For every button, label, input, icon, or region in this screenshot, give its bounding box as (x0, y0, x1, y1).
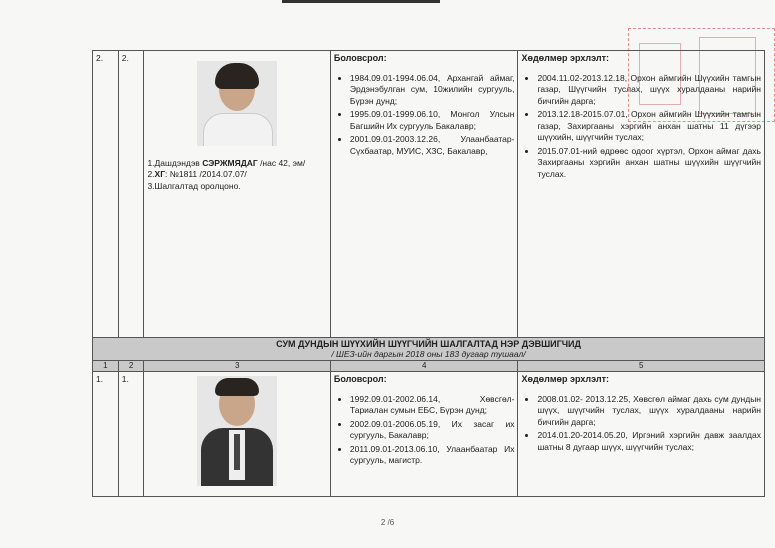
candidate-photo (197, 61, 277, 146)
header-rule (282, 0, 440, 3)
education-cell (330, 51, 518, 338)
candidate-info (147, 158, 326, 192)
work-heading: Хөдөлмөр эрхлэлт: (521, 374, 609, 384)
section-header (93, 338, 765, 361)
list-item: • 2002.09.01-2006.05.19, Их засаг их сургууль, Бакалавр; (350, 419, 515, 442)
page-number: 2 /6 (380, 518, 395, 527)
column-number: 5 (518, 361, 765, 372)
education-heading: Боловсрол: (333, 53, 387, 63)
candidate-status: 3.Шалгалтад оролцоно. (147, 180, 241, 191)
row-number-1: 2. (93, 51, 119, 338)
work-heading: Хөдөлмөр эрхлэлт: (521, 53, 609, 63)
section-title: СУМ ДУНДЫН ШҮҮХИЙН ШҮҮГЧИЙН ШАЛГАЛТАД НЭР ДЭВШИГЧИД (276, 339, 581, 349)
education-heading: Боловсрол: (333, 374, 387, 384)
work-list (521, 394, 761, 453)
candidate-name: 1.Дашдэндэв СЭРЖМЯДАГ /нас 42, эм/ (147, 158, 306, 168)
candidate-cell (144, 51, 330, 338)
row-number-2: 2. (118, 51, 144, 338)
work-cell (518, 372, 765, 497)
list-item: • 2011.09.01-2013.06.10, Улаанбаатар Их сургууль, магистр. (350, 444, 515, 467)
work-list (521, 73, 761, 180)
list-item: • 2001.09.01-2003.12.26, Улаанбаатар-Сүхбаатар, МУИС, ХЗС, Бакалавр, (350, 134, 515, 157)
education-list (334, 73, 515, 157)
candidate-cell (144, 372, 330, 497)
column-number: 4 (330, 361, 518, 372)
work-cell (518, 51, 765, 338)
column-number: 1 (93, 361, 119, 372)
list-item: • 2004.11.02-2013.12.18, Орхон аймгийн Шүүхийн тамгын газар, Шүүгчийн туслах, шүүх хуралдааны нарийн бичгийн дарга; (537, 73, 761, 107)
table-row (93, 51, 765, 338)
column-number: 2 (118, 361, 144, 372)
table-row (93, 372, 765, 497)
list-item: • 2014.01.20-2014.05.20, Иргэний хэргийн давж заалдах шатны 8 дугаар шүүх, шүүгчийн туслах; (537, 430, 761, 453)
candidate-photo (197, 376, 277, 486)
education-cell (330, 372, 518, 497)
section-header-row (93, 338, 765, 361)
candidates-table (92, 50, 765, 497)
row-number-1: 1. (93, 372, 119, 497)
list-item: • 1984.09.01-1994.06.04, Архангай аймаг, Эрдэнэбулган сум, 10жилийн сургууль, Бүрэн дунд; (350, 73, 515, 107)
section-subtitle: / ШЕЗ-ийн даргын 2018 оны 183 дугаар тушаал/ (331, 349, 526, 359)
education-list (334, 394, 515, 467)
list-item: • 1995.09.01-1999.06.10, Монгол Улсын Багшийн Их сургууль Бакалавр; (350, 109, 515, 132)
list-item: • 2013.12.18-2015.07.01, Орхон аймгийн Шүүхийн тамгын газар, Захиргааны хэргийн анхан шатны 11 дүгээр шүүхийн, шүүгчийн туслах; (537, 109, 761, 143)
list-item: • 2015.07.01-ний өдрөөс одоог хүртэл, Орхон аймаг дахь Захиргааны хэргийн анхан шатны шүүхийн шүүгчийн туслах. (537, 146, 761, 180)
list-item: • 2008.01.02- 2013.12.25, Хөвсгөл аймаг дахь сум дундын шүүх, шүүгчийн туслах, шүүх хуралдааны нарийн бичгийн дарга; (537, 394, 761, 428)
column-number-row (93, 361, 765, 372)
list-item: • 1992.09.01-2002.06.14, Хөвсгөл-Тариалан сумын ЕБС, Бүрэн дунд; (350, 394, 515, 417)
candidate-id: 2.ХГ: №1811 /2014.07.07/ (147, 169, 247, 180)
column-number: 3 (144, 361, 330, 372)
row-number-2: 1. (118, 372, 144, 497)
